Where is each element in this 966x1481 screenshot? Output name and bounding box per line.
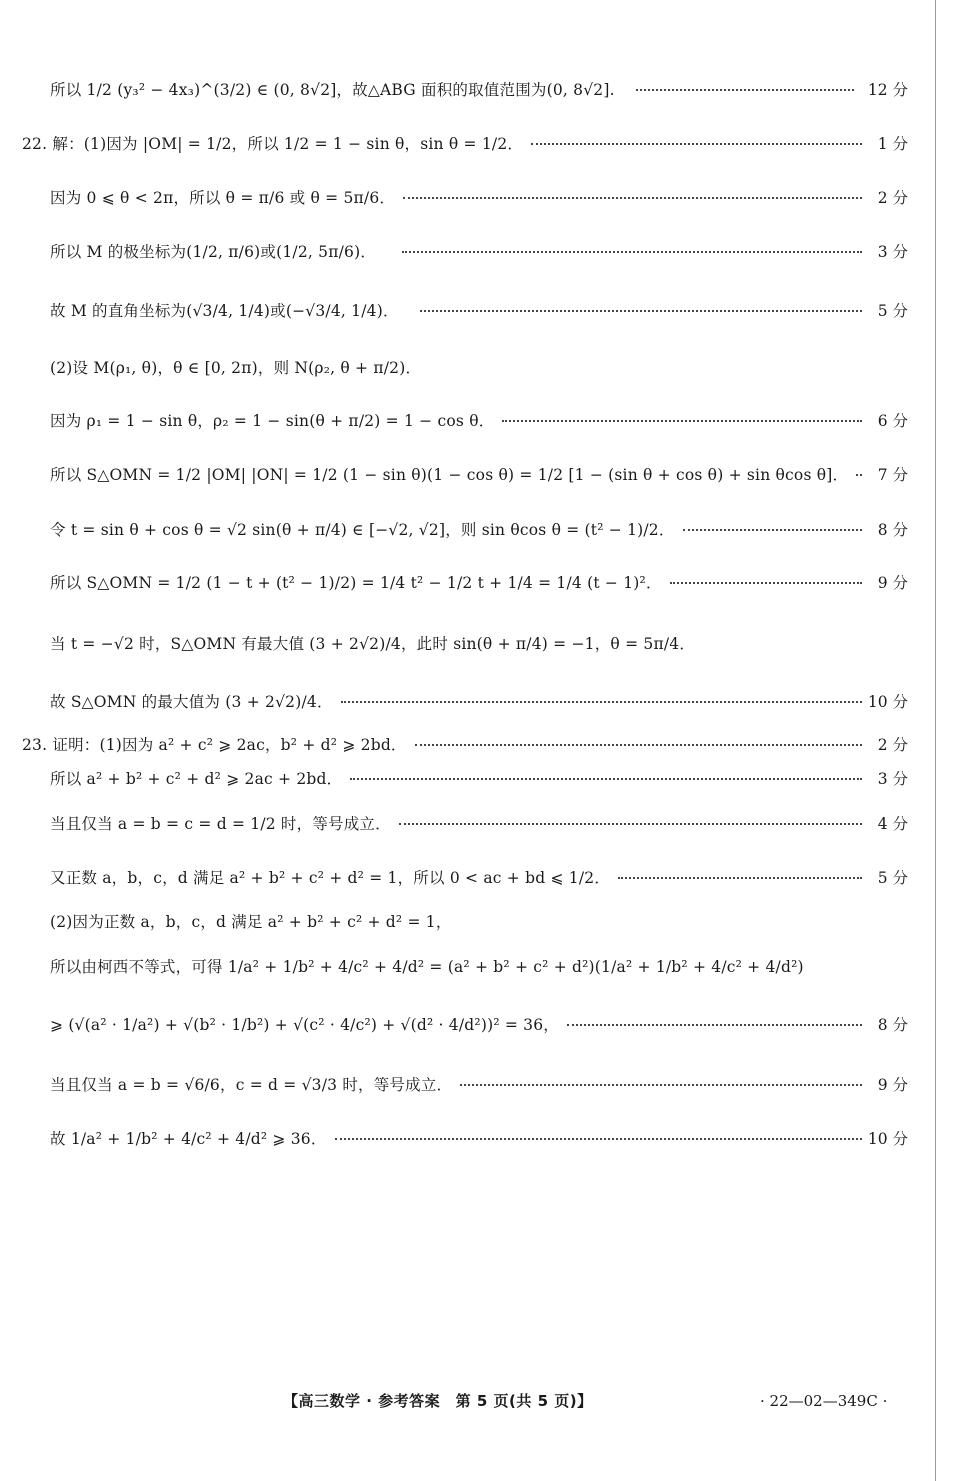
leader-dots: [335, 1138, 862, 1140]
line-text: 所以 M 的极坐标为(1/2, π/6)或(1/2, 5π/6)．: [50, 243, 377, 261]
leader-dots: [350, 778, 862, 780]
line-text: 又正数 a，b，c，d 满足 a² + b² + c² + d² = 1，所以 0 < ac + bd ⩽ 1/2．: [50, 869, 611, 887]
leader-dots: [399, 823, 862, 825]
answer-line-10: [0, 561, 966, 605]
leader-dots: [341, 701, 862, 703]
leader-dots: [502, 420, 862, 422]
line-text: 故 M 的直角坐标为(√3/4, 1/4)或(−√3/4, 1/4)．: [50, 302, 399, 320]
leader-dots: [403, 197, 862, 199]
line-score: 5 分: [877, 869, 908, 887]
page-footer: [0, 1386, 966, 1416]
answer-line-4: [0, 230, 966, 274]
answer-line-11: [0, 622, 966, 666]
line-score: 10 分: [867, 693, 908, 711]
line-text: 故 1/a² + 1/b² + 4/c² + 4/d² ⩾ 36．: [50, 1130, 327, 1148]
line-score: 4 分: [877, 815, 908, 833]
line-text: 所以由柯西不等式，可得 1/a² + 1/b² + 4/c² + 4/d² = (a² + b² + c² + d²)(1/a² + 1/b² + 4/c² + 4/d²): [50, 958, 804, 976]
line-text: 令 t = sin θ + cos θ = √2 sin(θ + π/4) ∈ [−√2, √2]，则 sin θcos θ = (t² − 1)/2．: [50, 521, 675, 539]
leader-dots: [636, 89, 854, 91]
line-text: (2)因为正数 a，b，c，d 满足 a² + b² + c² + d² = 1，: [50, 913, 452, 931]
line-score: 2 分: [877, 736, 908, 754]
line-score: 8 分: [877, 1016, 908, 1034]
line-score: 1 分: [877, 135, 908, 153]
line-text: (2)设 M(ρ₁, θ)，θ ∈ [0, 2π)，则 N(ρ₂, θ + π/2)．: [50, 359, 422, 377]
leader-dots: [670, 582, 862, 584]
line-text: 故 S△OMN 的最大值为 (3 + 2√2)/4．: [50, 693, 333, 711]
line-score: 7 分: [877, 466, 908, 484]
footer-page-info: 【高三数学 · 参考答案 第 5 页(共 5 页)】: [283, 1392, 593, 1410]
answer-line-15: [0, 802, 966, 846]
answer-line-1: [0, 68, 966, 112]
line-text: 所以 S△OMN = 1/2 |OM| |ON| = 1/2 (1 − sin θ)(1 − cos θ) = 1/2 [1 − (sin θ + cos θ) + sin θcos θ]．: [50, 466, 849, 484]
leader-dots: [460, 1084, 862, 1086]
answer-line-18: [0, 945, 966, 989]
leader-dots: [567, 1024, 862, 1026]
leader-dots: [856, 474, 862, 476]
leader-dots: [683, 529, 862, 531]
line-text: 所以 S△OMN = 1/2 (1 − t + (t² − 1)/2) = 1/4 t² − 1/2 t + 1/4 = 1/4 (t − 1)²．: [50, 574, 662, 592]
line-score: 9 分: [877, 574, 908, 592]
answer-line-16: [0, 856, 966, 900]
answer-line-14: [0, 757, 966, 801]
line-score: 6 分: [877, 412, 908, 430]
answer-line-8: [0, 453, 966, 497]
line-text: 23. 证明：(1)因为 a² + c² ⩾ 2ac，b² + d² ⩾ 2bd．: [22, 736, 407, 754]
answer-line-20: [0, 1063, 966, 1107]
footer-doc-code: · 22—02—349C ·: [760, 1392, 888, 1410]
answer-line-7: [0, 399, 966, 443]
leader-dots: [531, 143, 862, 145]
line-score: 10 分: [867, 1130, 908, 1148]
line-text: 当且仅当 a = b = c = d = 1/2 时，等号成立．: [50, 815, 391, 833]
leader-dots: [420, 310, 862, 312]
line-text: 22. 解：(1)因为 |OM| = 1/2，所以 1/2 = 1 − sin θ，sin θ = 1/2．: [22, 135, 524, 153]
leader-dots: [618, 877, 862, 879]
line-text: 因为 ρ₁ = 1 − sin θ，ρ₂ = 1 − sin(θ + π/2) = 1 − cos θ．: [50, 412, 495, 430]
line-text: 所以 a² + b² + c² + d² ⩾ 2ac + 2bd．: [50, 770, 343, 788]
answer-line-19: [0, 1003, 966, 1047]
answer-line-2: [0, 122, 966, 166]
line-text: 所以 1/2 (y₃² − 4x₃)^(3/2) ∈ (0, 8√2]，故△ABG 面积的取值范围为(0, 8√2].: [50, 81, 615, 99]
answer-line-12: [0, 680, 966, 724]
line-score: 3 分: [877, 770, 908, 788]
leader-dots: [402, 251, 862, 253]
leader-dots: [415, 744, 862, 746]
answer-line-17: [0, 900, 966, 944]
line-text: 因为 0 ⩽ θ < 2π，所以 θ = π/6 或 θ = 5π/6．: [50, 189, 396, 207]
answer-line-3: [0, 176, 966, 220]
line-text: 当 t = −√2 时，S△OMN 有最大值 (3 + 2√2)/4，此时 sin(θ + π/4) = −1，θ = 5π/4．: [50, 635, 696, 653]
line-score: 12 分: [867, 81, 908, 99]
answer-line-9: [0, 508, 966, 552]
line-score: 5 分: [877, 302, 908, 320]
line-text: ⩾ (√(a² · 1/a²) + √(b² · 1/b²) + √(c² · 4/c²) + √(d² · 4/d²))² = 36，: [50, 1016, 559, 1034]
line-score: 2 分: [877, 189, 908, 207]
line-score: 9 分: [877, 1076, 908, 1094]
line-text: 当且仅当 a = b = √6/6，c = d = √3/3 时，等号成立．: [50, 1076, 453, 1094]
line-score: 3 分: [877, 243, 908, 261]
answer-line-6: [0, 346, 966, 390]
line-score: 8 分: [877, 521, 908, 539]
answer-line-21: [0, 1117, 966, 1161]
answer-line-5: [0, 289, 966, 333]
